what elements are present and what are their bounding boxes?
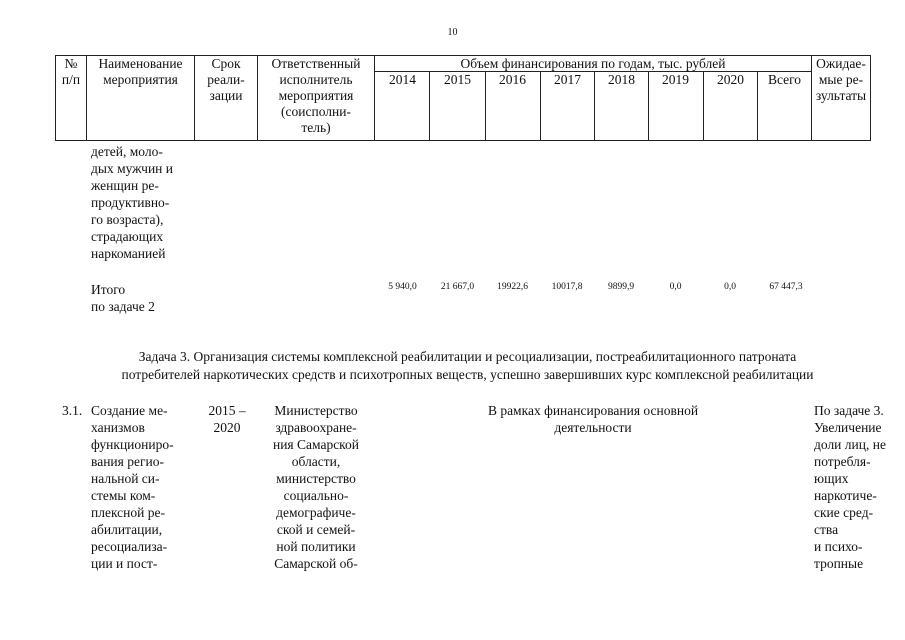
page-number: 10 — [447, 27, 458, 38]
header-year-total: Всего — [767, 72, 802, 87]
header-col-name: Наименование мероприятия — [98, 56, 183, 87]
row-3-1-executor: Министерство здравоохране- ния Самарской области, министерство социально- демографиче- ской и семей- ной политики Самарской об- — [272, 403, 360, 571]
total-value-2014: 5 940,0 — [388, 282, 417, 292]
task3-heading: Задача 3. Организация системы комплексной реабилитации и ресоциализации, постреабилитационного патроната потребителей наркотических средств и психотропных веществ, успешно завершивших курс комплексной реабилитации — [121, 349, 814, 382]
header-year-2016: 2016 — [499, 72, 526, 87]
header-year-2018: 2018 — [608, 72, 635, 87]
row-3-1-name: Создание ме- ханизмов функциониро- вания регио- нальной си- стемы ком- плексной ре- абилитации, ресоциализа- ции и пост- — [91, 403, 174, 571]
header-year-2020: 2020 — [717, 72, 744, 87]
total-value-2018: 9899,9 — [607, 282, 635, 292]
header-year-2017: 2017 — [554, 72, 581, 87]
total-value-2020: 0,0 — [724, 282, 736, 292]
header-col-result: Ожидае- мые ре- зультаты — [815, 56, 867, 103]
row-3-1-number: 3.1. — [62, 403, 83, 418]
total-value-2016: 19922,6 — [497, 282, 528, 292]
header-col-term: Срок реали- зации — [207, 56, 245, 103]
continued-name-cell: детей, моло- дых мужчин и женщин ре- продуктивно- го возраста), страдающих наркоманией — [91, 144, 174, 261]
total-value-2015: 21 667,0 — [440, 282, 475, 292]
row-3-1-term: 2015 – 2020 — [208, 403, 246, 435]
total-value-sum: 67 447,3 — [769, 282, 803, 292]
header-year-2019: 2019 — [662, 72, 689, 87]
header-col-number: № п/п — [61, 56, 81, 87]
total-label: Итого по задаче 2 — [91, 282, 155, 314]
total-value-2017: 10017,8 — [551, 282, 583, 292]
total-value-2019: 0,0 — [669, 282, 682, 292]
row-3-1-result: По задаче 3. Увеличение доли лиц, не потребля- ющих наркотиче- ские сред- ства и психо- тропные — [814, 403, 886, 571]
header-year-2014: 2014 — [389, 72, 416, 87]
header-col-executor: Ответственный исполнитель мероприятия (соисполни- тель) — [271, 56, 361, 135]
header-year-2015: 2015 — [444, 72, 471, 87]
row-3-1-funding: В рамках финансирования основной деятельности — [487, 403, 699, 435]
header-col-funding: Объем финансирования по годам, тыс. рублей — [460, 56, 726, 71]
